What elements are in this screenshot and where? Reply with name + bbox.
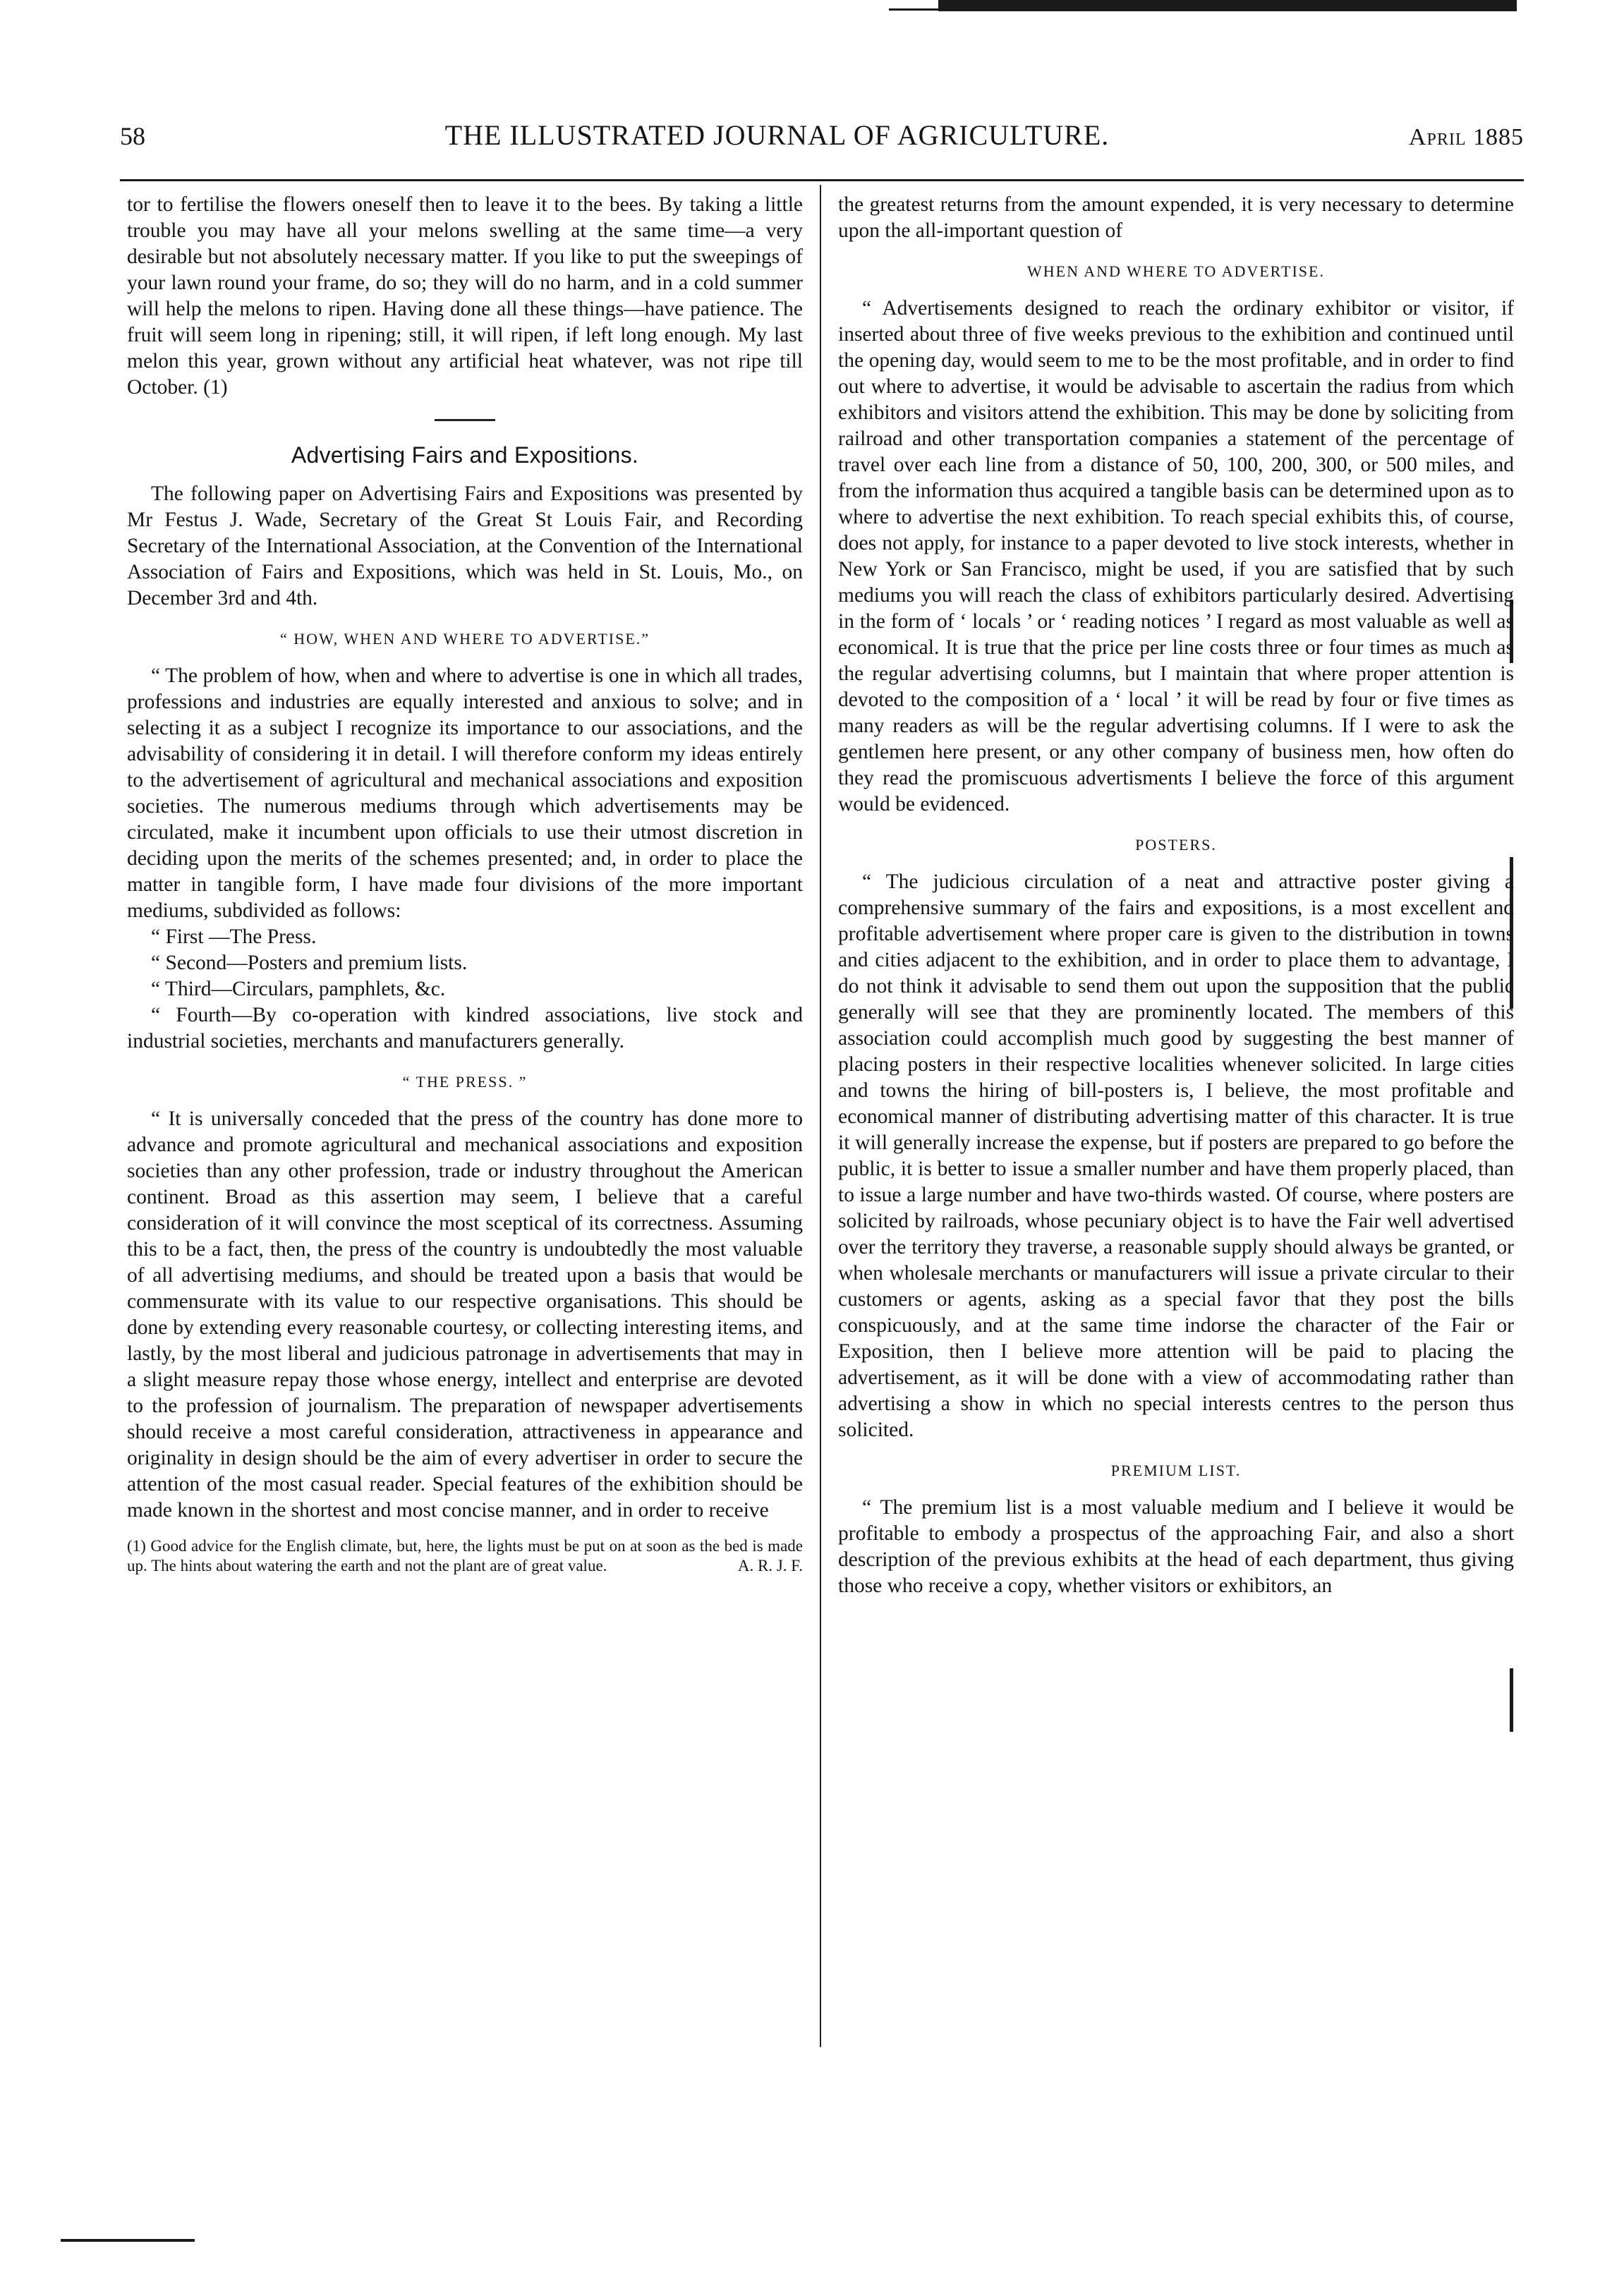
issue-date: April 1885 — [1408, 124, 1524, 150]
page-number: 58 — [120, 122, 145, 150]
article-title: Advertising Fairs and Expositions. — [291, 442, 639, 468]
subhead-the-press: “ THE PRESS. ” — [402, 1073, 528, 1091]
subhead-posters: POSTERS. — [1135, 836, 1217, 854]
journal-title: THE ILLUSTRATED JOURNAL OF AGRICULTURE. — [444, 119, 1110, 151]
press-paragraph: “ It is universally conceded that the press of the country has done more to advance and promote agricultural and mechanical associations and exposition societies than any other profession, trade or industry throughout the American continent. Broad as this assertion may seem, I believe that a careful consideration of it will convince the most sceptical of its correctness. Assuming this to be a fact, then, the press of the country is undoubtedly the most valuable of all advertising mediums, and should be treated upon a basis that would be commensurate with its value to our respective organisations. This should be done by extending every reasonable courtesy, or collecting interesting items, and lastly, by the most liberal and judicious patronage in advertisements that may in a slight measure repay those whose energy, intellect and enterprise are devoted to the profession of journalism. The preparation of newspaper advertisements should receive a most careful consideration, attractiveness in appearance and originality in design should be the aim of every advertiser in order to secure the attention of the most casual reader. Special features of the exhibition should be made known in the shortest and most concise manner, and in order to receive — [127, 1107, 803, 1522]
premium-list-paragraph: “ The premium list is a most valuable medium and I believe it would be profitable to embody a prospectus of the approaching Fair, and also a short description of the previous exhibits at the head of each department, thus giving those who receive a copy, whether visitors or exhibitors, an — [838, 1496, 1514, 1597]
margin-mark — [1510, 1668, 1513, 1732]
problem-paragraph: “ The problem of how, when and where to advertise is one in which all trades, professions and industries are equally interested and anxious to solve; and in selecting it as a subject I recognize its importance to our associations, and the advisability of considering it in detail. I will therefore conform my ideas entirely to the advertisement of agricultural and mechanical associations and exposition societies. The numerous mediums through which advertisements may be circulated, make it incumbent upon officials to use their utmost discretion in deciding upon the merits of the schemes presented; and, in order to place the matter in tangible form, I have made four divisions of the more important mediums, subdivided as follows: — [127, 664, 803, 922]
column-divider — [820, 185, 821, 2047]
subhead-how-when-where: “ HOW, WHEN AND WHERE TO ADVERTISE.” — [279, 630, 650, 648]
intro-paragraph: The following paper on Advertising Fairs and Expositions was presented by Mr Festus J. Wade, Secretary of the Great St Louis Fair, and Recording Secretary of the International Association, at the Convention of the International Association of Fairs and Expositions, which was held in St. Louis, Mo., on December 3rd and 4th. — [127, 482, 803, 609]
division-list-item: “ Fourth—By co-operation with kindred associations, live stock and industrial societies, merchants and manufacturers generally. — [127, 1004, 803, 1052]
footnote-text: (1) Good advice for the English climate, but, here, the lights must be put on at soon as the bed is made up. The hints about watering the earth and not the plant are of great value. — [127, 1537, 803, 1574]
melon-paragraph: tor to fertilise the flowers oneself then to leave it to the bees. By taking a little trouble you may have all your melons swelling at the same time—a very desirable but not absolutely necessary matter. If you like to put the sweepings of your lawn round your frame, do so; they will do no harm, and in a cold summer will help the melons to ripen. Having done all these things—have patience. The fruit will seem long in ripening; still, it will ripen, if left long enough. My last melon this year, grown without any artificial heat whatever, was not ripe till October. (1) — [127, 193, 803, 399]
right-column — [838, 192, 1514, 1599]
division-list-item: “ Second—Posters and premium lists. — [151, 952, 468, 974]
footnote — [127, 1536, 803, 1576]
returns-paragraph: the greatest returns from the amount expended, it is very necessary to determine upon the all-important question of — [838, 193, 1514, 242]
advertisements-paragraph: “ Advertisements designed to reach the ordinary exhibitor or visitor, if inserted about three of five weeks previous to the exhibition and continued until the opening day, would seem to me to be the most profitable, and in order to find out where to advertise, it would be advisable to ascertain the radius from which exhibitors and visitors attend the exhibition. This may be done by soliciting from railroad and other transportation companies a statement of the percentage of travel over each line from a distance of 50, 100, 200, 300, or 500 miles, and from the information thus acquired a tangible basis can be determined upon as to where to advertise the next exhibition. To reach special exhibits this, of course, does not apply, for instance to a paper devoted to live stock interests, whether in New York or San Francisco, might be used, if you are satisfied that by such mediums you will reach the class of exhibitors particularly desired. Advertising in the form of ‘ locals ’ or ‘ reading notices ’ I regard as most valuable as well as economical. It is true that the price per line costs three or four times as much as the regular advertising columns, but I maintain that where proper attention is devoted to the composition of a ‘ local ’ it will be read by four or five times as many readers as will be the regular advertising columns. If I were to ask the gentlemen here present, or any other company of business men, how often do they read the promiscuous advertisments I believe the force of this argument would be evidenced. — [838, 297, 1514, 815]
division-list-item: “ First —The Press. — [151, 925, 317, 948]
header-rule — [120, 179, 1524, 181]
division-list-item: “ Third—Circulars, pamphlets, &c. — [151, 978, 446, 1000]
footnote-signature: A. R. J. F. — [737, 1557, 803, 1574]
subhead-when-where: WHEN AND WHERE TO ADVERTISE. — [1027, 262, 1325, 280]
section-separator — [435, 419, 495, 421]
left-column — [127, 192, 803, 1576]
bottom-border-rule — [61, 2239, 195, 2242]
subhead-premium-list: PREMIUM LIST. — [1110, 1462, 1242, 1479]
posters-paragraph: “ The judicious circulation of a neat and attractive poster giving a comprehensive summary of the fairs and expositions, is a most excellent and profitable advertisement where proper care is given to the distribution in towns and cities adjacent to the exhibition, and in order to place them to advantage, I do not think it advisable to send them out upon the supposition that the public generally will see that they are prominently located. The members of this association could accomplish much good by suggesting the best manner of placing posters in their respective localities whenever solicited. In large cities and towns the hiring of bill-posters is, I believe, the most profitable and economical manner of distributing advertising matter of this character. It is true it will generally increase the expense, but if posters are prepared to go before the public, it is better to issue a smaller number and have them properly placed, than to issue a large number and have two-thirds wasted. Of course, where posters are solicited by railroads, whose pecuniary object is to have the Fair well advertised over the territory they traverse, a reasonable supply should always be granted, or when wholesale merchants or manufacturers will issue a private circular to their customers or agents, asking as a special favor that they post the bills conspicuously, and at the same time indorse the character of the Fair or Exposition, then I believe more attention will be paid to placing the advertisement, as it will be done with a view of accommodating rather than advertising a show in which no special interests centres to the person thus solicited. — [838, 870, 1514, 1441]
top-border-rule — [938, 0, 1517, 11]
running-head — [120, 119, 1524, 154]
